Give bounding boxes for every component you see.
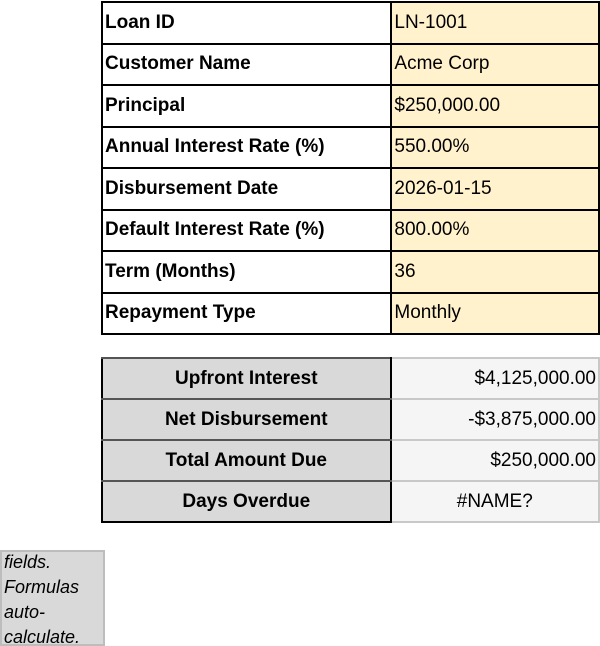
upfront-interest-cell[interactable]: $4,125,000.00	[391, 358, 599, 399]
net-disbursement-cell[interactable]: -$3,875,000.00	[391, 399, 599, 440]
input-row-principal	[102, 85, 599, 127]
input-row-annual-interest-rate	[102, 127, 599, 169]
input-row-repayment-type	[102, 293, 599, 335]
term-months-cell[interactable]: 36	[391, 251, 599, 293]
label-cell[interactable]: Loan ID	[102, 2, 391, 44]
loan-id-cell[interactable]: LN-1001	[391, 2, 599, 44]
label-cell[interactable]: Net Disbursement	[102, 399, 391, 440]
input-row-default-interest-rate	[102, 210, 599, 252]
label-cell[interactable]: Principal	[102, 85, 391, 127]
days-overdue-cell[interactable]: #NAME?	[391, 481, 599, 522]
label-cell[interactable]: Annual Interest Rate (%)	[102, 127, 391, 169]
principal-cell[interactable]: $250,000.00	[391, 85, 599, 127]
input-row-disbursement-date	[102, 168, 599, 210]
repayment-type-cell[interactable]: Monthly	[391, 293, 599, 335]
customer-name-cell[interactable]: Acme Corp	[391, 44, 599, 86]
input-row-customer-name	[102, 44, 599, 86]
default-interest-rate-cell[interactable]: 800.00%	[391, 210, 599, 252]
note-text: fields. Formulas auto-calculate.	[4, 552, 81, 646]
label-cell[interactable]: Days Overdue	[102, 481, 391, 522]
input-row-loan-id	[102, 2, 599, 44]
output-row-net-disbursement	[102, 399, 599, 440]
label-cell[interactable]: Total Amount Due	[102, 440, 391, 481]
annual-interest-rate-cell[interactable]: 550.00%	[391, 127, 599, 169]
label-cell[interactable]: Customer Name	[102, 44, 391, 86]
input-row-term-months	[102, 251, 599, 293]
output-row-upfront-interest	[102, 358, 599, 399]
disbursement-date-cell[interactable]: 2026-01-15	[391, 168, 599, 210]
output-row-total-amount-due	[102, 440, 599, 481]
label-cell[interactable]: Default Interest Rate (%)	[102, 210, 391, 252]
loan-output-table	[101, 357, 600, 523]
label-cell[interactable]: Repayment Type	[102, 293, 391, 335]
label-cell[interactable]: Term (Months)	[102, 251, 391, 293]
label-cell[interactable]: Disbursement Date	[102, 168, 391, 210]
output-row-days-overdue	[102, 481, 599, 522]
note-cell[interactable]	[0, 550, 105, 646]
loan-input-table	[101, 1, 600, 335]
total-amount-due-cell[interactable]: $250,000.00	[391, 440, 599, 481]
label-cell[interactable]: Upfront Interest	[102, 358, 391, 399]
